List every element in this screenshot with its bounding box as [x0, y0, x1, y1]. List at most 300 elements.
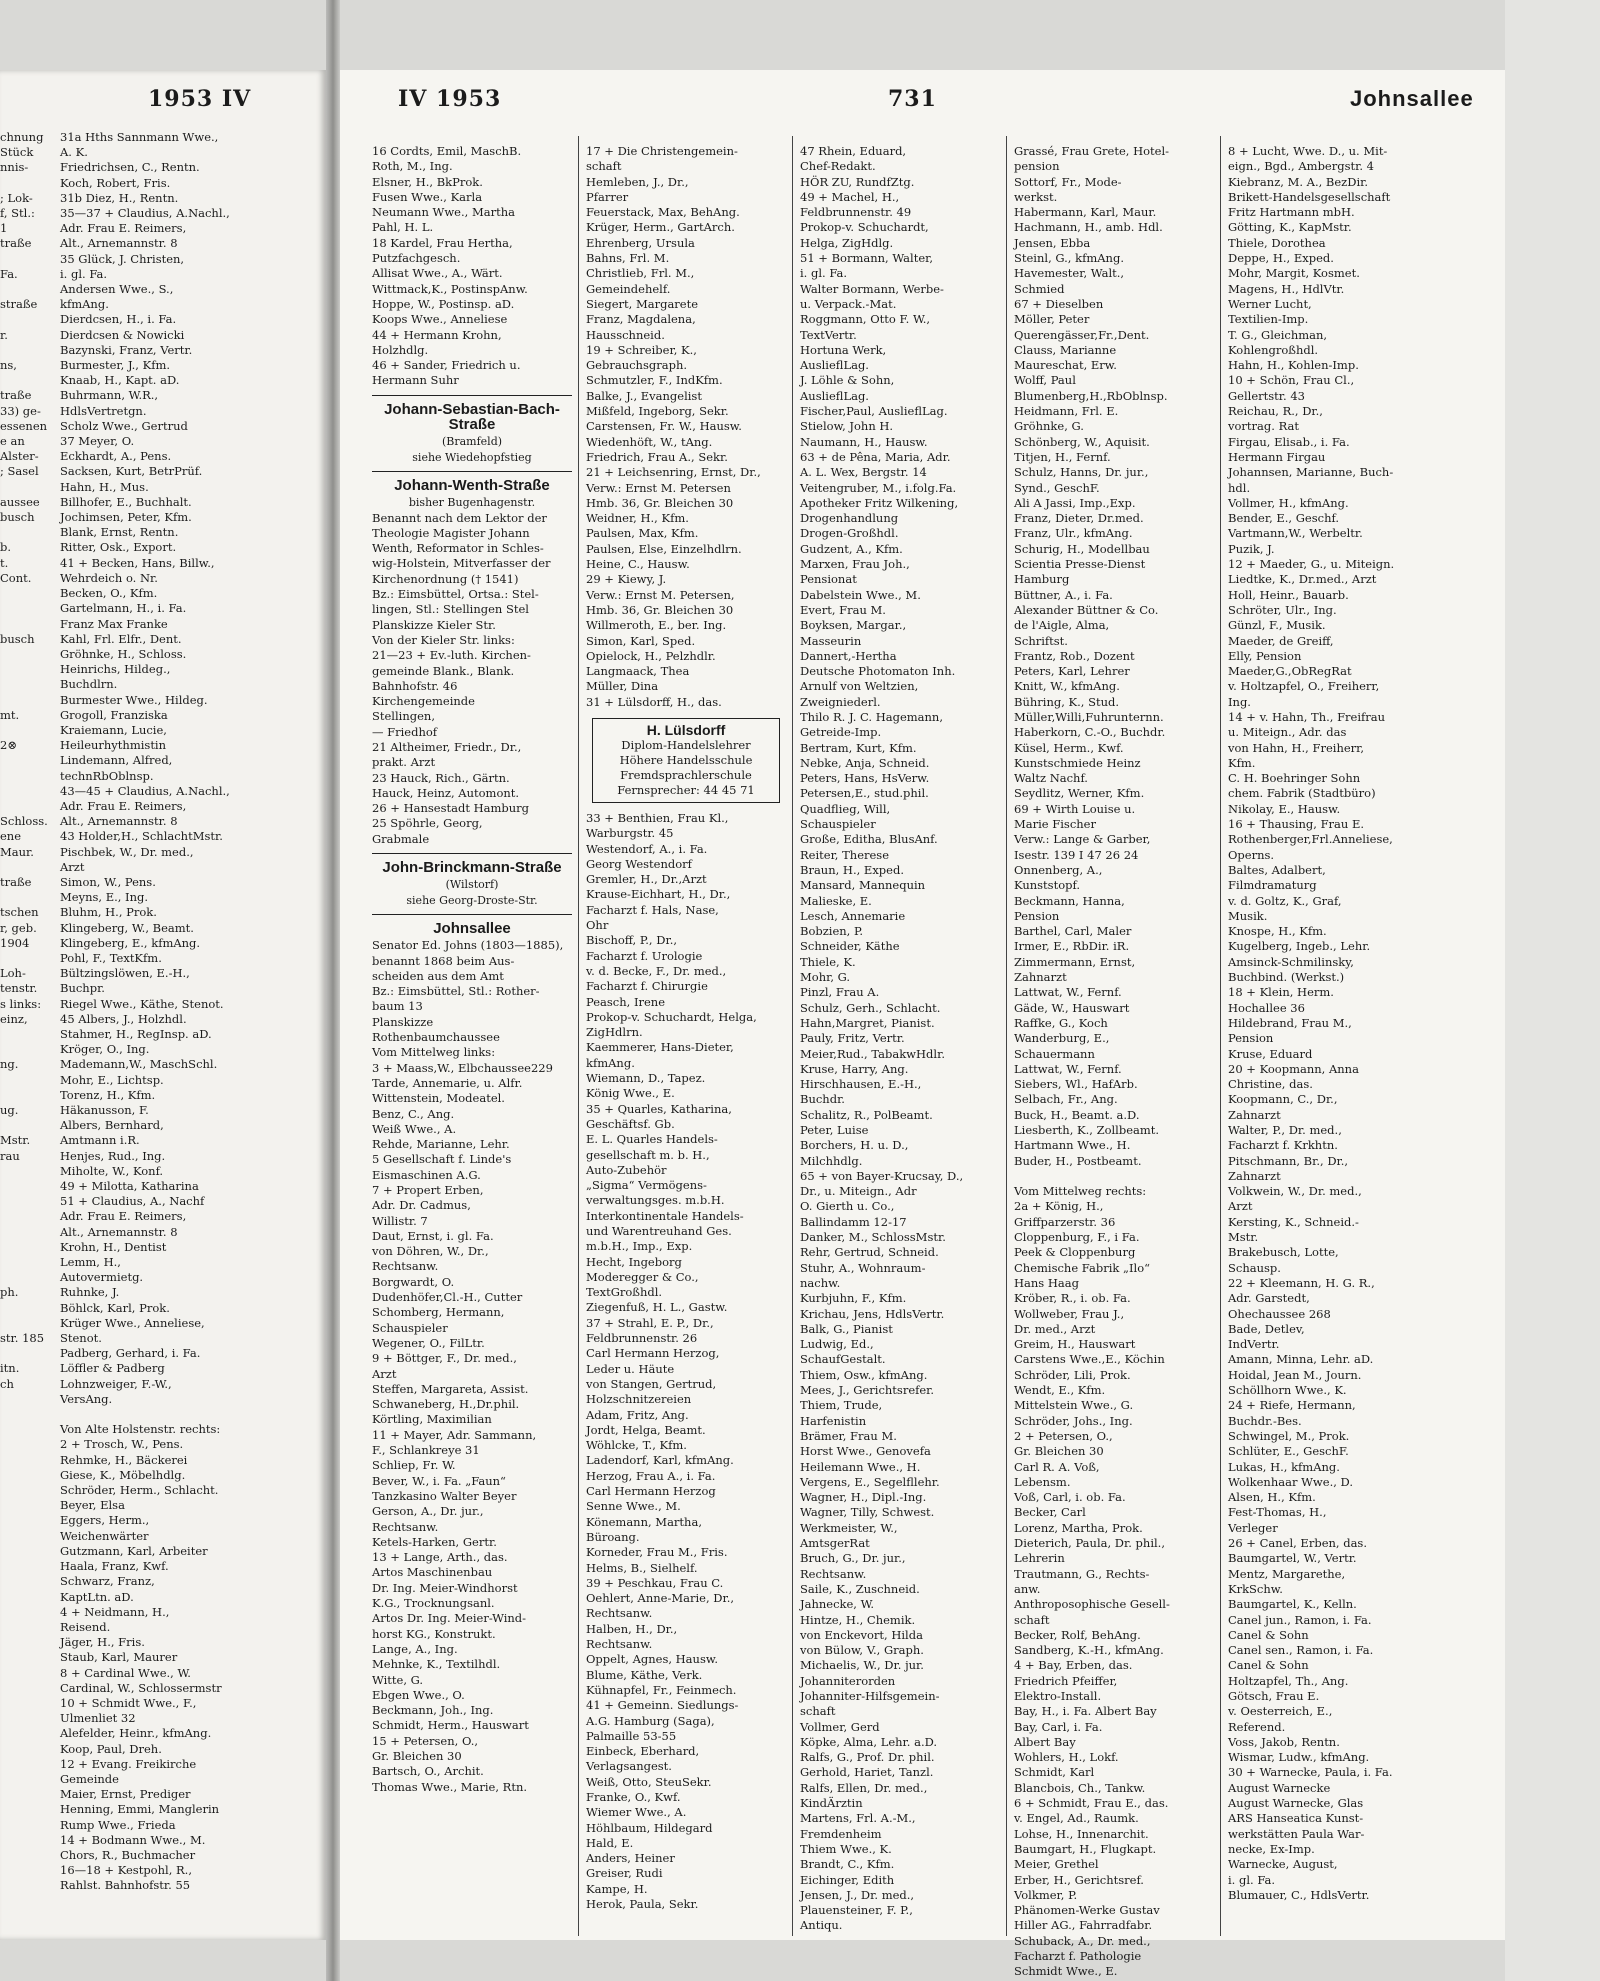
directory-entry: Carstensen, Fr. W., Hausw.: [586, 419, 742, 434]
directory-entry: Krüger, Herm., GartArch.: [586, 220, 735, 235]
directory-entry: Zahnarzt: [1228, 1168, 1281, 1183]
directory-entry: Rothenberger,Frl.Anneliese,: [1228, 832, 1393, 847]
directory-entry: Feldbrunnenstr. 26: [586, 1331, 698, 1346]
directory-entry: 31b Diez, H., Rentn.: [60, 190, 179, 205]
directory-entry: i. gl. Fa.: [1228, 1872, 1276, 1887]
directory-entry: Eggers, Herm.,: [60, 1513, 150, 1528]
directory-entry: Alsen, H., Kfm.: [1228, 1490, 1316, 1505]
margin-fragment: [0, 951, 58, 966]
directory-entry: „Sigma“ Vermögens-: [586, 1178, 707, 1193]
margin-fragment: [0, 890, 58, 905]
directory-entry: gemeinde Blank., Blank.: [372, 663, 515, 678]
directory-entry: Vom Mittelweg rechts:: [1014, 1184, 1147, 1199]
directory-entry: eign., Bgd., Ambergstr. 4: [1228, 159, 1374, 174]
directory-entry: KrkSchw.: [1228, 1581, 1283, 1596]
directory-entry: Schausp.: [1228, 1260, 1281, 1275]
directory-entry: Blumenberg,H.,RbOblnsp.: [1014, 388, 1168, 403]
directory-entry: Mees, J., Gerichtsrefer.: [800, 1383, 935, 1398]
directory-entry: Schomberg, Hermann,: [372, 1305, 505, 1320]
directory-entry: Canel sen., Ramon, i. Fa.: [1228, 1643, 1374, 1658]
directory-entry: i. gl. Fa.: [800, 266, 848, 281]
directory-entry: kfmAng.: [586, 1055, 635, 1070]
margin-fragment: straße: [0, 297, 38, 312]
directory-entry: Arzt: [372, 1366, 397, 1381]
directory-entry: Clauss, Marianne: [1014, 342, 1117, 357]
margin-fragment: Maur.: [0, 844, 34, 859]
directory-entry: Simon, W., Pens.: [60, 874, 156, 889]
directory-entry: Gremler, H., Dr.,Arzt: [586, 872, 707, 887]
directory-entry: Feldbrunnenstr. 49: [800, 205, 912, 220]
directory-entry: Pahl, H. L.: [372, 220, 434, 235]
directory-entry: Synd., GeschF.: [1014, 480, 1100, 495]
directory-entry: Greim, H., Hauswart: [1014, 1337, 1136, 1352]
directory-entry: 21 + Leichsenring, Ernst, Dr.,: [586, 465, 761, 480]
directory-entry: Prokop-v. Schuchardt,: [800, 220, 929, 235]
margin-fragment: [0, 677, 58, 692]
directory-entry: 21 Altheimer, Friedr., Dr.,: [372, 739, 522, 754]
directory-entry: Reiter, Therese: [800, 847, 890, 862]
directory-entry: Bartsch, O., Archit.: [372, 1764, 484, 1779]
ad-title: H. Lülsdorff: [646, 721, 726, 738]
directory-entry: Bobzien, P.: [800, 924, 864, 939]
directory-entry: Buchdr.-Bes.: [1228, 1413, 1302, 1428]
directory-entry: 46 + Sander, Friedrich u.: [372, 358, 521, 373]
directory-entry: SchaufGestalt.: [800, 1352, 886, 1367]
directory-entry: 2 + Petersen, O.,: [1014, 1428, 1113, 1443]
directory-entry: ARS Hanseatica Kunst-: [1228, 1811, 1364, 1826]
directory-entry: werkst.: [1014, 189, 1058, 204]
directory-entry: Rehmke, H., Bäckerei: [60, 1452, 188, 1467]
directory-entry: Heidmann, Frl. E.: [1014, 404, 1119, 419]
directory-entry: m.b.H., Imp., Exp.: [586, 1239, 693, 1254]
directory-entry: Schmidt, Karl: [1014, 1765, 1095, 1780]
directory-entry: v. d. Goltz, K., Graf,: [1228, 893, 1342, 908]
directory-entry: Moderegger & Co.,: [586, 1269, 699, 1284]
margin-fragment: [0, 282, 58, 297]
directory-entry: Brämer, Frau M.: [800, 1428, 897, 1443]
directory-entry: Drogen-Großhdl.: [800, 526, 899, 541]
directory-entry: Pohl, F., TextKfm.: [60, 950, 162, 965]
directory-entry: 65 + von Bayer-Krucsay, D.,: [800, 1168, 964, 1183]
directory-entry: Volkwein, W., Dr. med.,: [1228, 1184, 1362, 1199]
directory-entry: Wanderburg, E.,: [1014, 1031, 1110, 1046]
directory-entry: Quadflieg, Will,: [800, 801, 891, 816]
margin-fragment: [0, 860, 58, 875]
directory-entry: Grassé, Frau Grete, Hotel-: [1014, 144, 1170, 158]
margin-fragment: einz,: [0, 1011, 28, 1026]
directory-entry: Franz, Magdalena,: [586, 312, 696, 327]
directory-entry: Schröder, Lili, Prok.: [1014, 1367, 1131, 1382]
directory-entry: Bühring, K., Stud.: [1014, 694, 1119, 709]
directory-entry: AmtsgerRat: [800, 1536, 870, 1551]
directory-entry: Schmutzler, F., IndKfm.: [586, 373, 723, 388]
directory-entry: Carstens Wwe.,E., Köchin: [1014, 1352, 1165, 1367]
directory-entry: Gröhnke, H., Schloss.: [60, 646, 187, 661]
directory-entry: Carl Hermann Herzog,: [586, 1346, 720, 1361]
directory-entry: Facharzt f. Krkhtn.: [1228, 1138, 1338, 1153]
directory-entry: Hiller AG., Fahrradfabr.: [1014, 1918, 1153, 1933]
directory-entry: K.G., Trocknungsanl.: [372, 1596, 495, 1611]
directory-entry: F., Schlankreye 31: [372, 1443, 480, 1458]
directory-entry: Zahnarzt: [1014, 970, 1067, 985]
directory-entry: Schalitz, R., PolBeamt.: [800, 1107, 933, 1122]
directory-entry: Lebensm.: [1014, 1474, 1071, 1489]
directory-entry: Schulz, Gerh., Schlacht.: [800, 1000, 941, 1015]
directory-entry: Dudenhöfer,Cl.-H., Cutter: [372, 1290, 523, 1305]
directory-entry: Jensen, J., Dr. med.,: [800, 1887, 915, 1902]
column-4: [1014, 144, 1214, 1980]
directory-entry: Johanniter-Hilfsgemein-: [800, 1688, 940, 1703]
directory-entry: Grogoll, Franziska: [60, 707, 168, 722]
directory-entry: Johanniterorden: [800, 1673, 896, 1688]
margin-fragment: r.: [0, 327, 8, 342]
directory-entry: Borchers, H. u. D.,: [800, 1138, 909, 1153]
directory-entry: Alefelder, Heinr., kfmAng.: [60, 1726, 212, 1741]
directory-entry: Ulmenliet 32: [60, 1711, 136, 1726]
directory-entry: Walter, P., Dr. med.,: [1228, 1123, 1342, 1137]
directory-entry: Horst Wwe., Genovefa: [800, 1444, 931, 1459]
margin-fragment: [0, 1194, 58, 1209]
directory-entry: Hmb. 36, Gr. Bleichen 30: [586, 602, 734, 617]
directory-entry: Arzt: [1228, 1199, 1253, 1214]
directory-entry: Mehnke, K., Textilhdl.: [372, 1657, 501, 1672]
directory-entry: Musik.: [1228, 908, 1268, 923]
directory-entry: 43 Holder,H., SchlachtMstr.: [60, 829, 223, 844]
directory-entry: Chemische Fabrik „Ilo“: [1014, 1260, 1151, 1275]
directory-entry: Andersen Wwe., S.,: [60, 282, 174, 297]
directory-entry: Paulsen, Max, Kfm.: [586, 526, 699, 541]
directory-entry: von Stangen, Gertrud,: [586, 1376, 717, 1391]
directory-entry: Barthel, Carl, Maler: [1014, 924, 1132, 939]
margin-fragment: [0, 647, 58, 662]
directory-entry: Willmeroth, E., ber. Ing.: [586, 618, 727, 633]
directory-entry: Benz, C., Ang.: [372, 1106, 455, 1121]
directory-entry: Blank, Ernst, Rentn.: [60, 525, 179, 540]
directory-entry: Griffparzerstr. 36: [1014, 1214, 1116, 1229]
directory-entry: Ralfs, Ellen, Dr. med.,: [800, 1780, 928, 1795]
directory-entry: 30 + Warnecke, Paula, i. Fa.: [1228, 1765, 1393, 1780]
directory-entry: Rechtsanw.: [586, 1637, 653, 1652]
directory-entry: Phänomen-Werke Gustav: [1014, 1903, 1160, 1918]
directory-entry: O. Gierth u. Co.,: [800, 1199, 895, 1214]
directory-entry: Facharzt f. Urologie: [586, 948, 703, 963]
directory-entry: Schriftst.: [1014, 633, 1068, 648]
directory-entry: Gemeindehelf.: [586, 281, 671, 296]
directory-entry: von Enckevort, Hilda: [800, 1627, 923, 1642]
directory-entry: Pension: [1228, 1031, 1274, 1046]
margin-fragment: ; Sasel: [0, 464, 39, 479]
directory-entry: Christine, das.: [1228, 1077, 1313, 1092]
section-title-ja: Johnsallee: [433, 919, 511, 937]
directory-entry: 17 + Die Christengemein-: [586, 144, 738, 158]
directory-entry: Gr. Bleichen 30: [372, 1748, 462, 1763]
directory-entry: Wolff, Paul: [1014, 373, 1076, 388]
directory-entry: Buchdr.: [800, 1092, 845, 1107]
directory-entry: Krichau, Jens, HdlsVertr.: [800, 1306, 945, 1321]
directory-entry: Kröger, O., Ing.: [60, 1042, 150, 1057]
margin-fragment: [0, 1164, 58, 1179]
directory-entry: [60, 1407, 260, 1422]
directory-entry: Rechtsanw.: [586, 1606, 653, 1621]
directory-entry: Referend.: [1228, 1719, 1286, 1734]
directory-entry: Veitengruber, M., i.folg.Fa.: [800, 480, 957, 495]
directory-entry: Adam, Fritz, Ang.: [586, 1407, 689, 1422]
margin-fragment: ph.: [0, 1285, 19, 1300]
directory-entry: Hausschneid.: [586, 327, 665, 342]
directory-entry: 16 Cordts, Emil, MaschB.: [372, 144, 522, 158]
directory-entry: von Hahn, H., Freiherr,: [1228, 740, 1365, 755]
directory-entry: Verw.: Lange & Garber,: [1014, 832, 1151, 847]
directory-entry: Pensionat: [800, 572, 857, 587]
directory-entry: werkstätten Paula War-: [1228, 1826, 1365, 1841]
directory-entry: Saile, K., Zuschneid.: [800, 1581, 920, 1596]
directory-entry: 41 + Gemeinn. Siedlungs-: [586, 1698, 739, 1713]
ad-line: Höhere Handelsschule: [619, 752, 753, 767]
directory-entry: Wiemann, D., Tapez.: [586, 1071, 706, 1086]
directory-entry: Kugelberg, Ingeb., Lehr.: [1228, 939, 1371, 954]
directory-entry: T. G., Gleichman,: [1228, 327, 1328, 342]
directory-entry: Rechtsanw.: [372, 1519, 439, 1534]
directory-entry: Lesch, Annemarie: [800, 908, 906, 923]
directory-entry: Adr. Frau E. Reimers,: [60, 1209, 187, 1224]
section-note-jb: siehe Georg-Droste-Str.: [406, 893, 538, 907]
right-page: [340, 70, 1505, 1979]
directory-entry: IndVertr.: [1228, 1337, 1280, 1352]
directory-entry: Amtmann i.R.: [60, 1133, 140, 1148]
directory-entry: Weiß Wwe., A.: [372, 1121, 457, 1136]
directory-entry: Nebke, Anja, Schneid.: [800, 755, 930, 770]
directory-entry: von Bülow, V., Graph.: [800, 1643, 924, 1658]
directory-entry: Von Alte Holstenstr. rechts:: [60, 1422, 221, 1437]
directory-entry: Peek & Cloppenburg: [1014, 1245, 1136, 1260]
directory-entry: Peters, Karl, Lehrer: [1014, 664, 1130, 679]
directory-entry: AuslieflLag.: [800, 358, 869, 373]
directory-entry: 18 + Klein, Herm.: [1228, 985, 1334, 1000]
directory-entry: gesellschaft m. b. H.,: [586, 1147, 710, 1162]
directory-entry: Schwaneberg, H.,Dr.phil.: [372, 1397, 520, 1412]
directory-entry: Canel & Sohn: [1228, 1627, 1309, 1642]
directory-entry: Palmaille 53-55: [586, 1728, 677, 1743]
directory-entry: Maureschat, Erw.: [1014, 358, 1117, 373]
directory-entry: 26 + Hansestadt Hamburg: [372, 801, 530, 816]
directory-entry: v. d. Becke, F., Dr. med.,: [586, 963, 727, 978]
directory-entry: Löffler & Padberg: [60, 1361, 165, 1376]
directory-entry: 18 Kardel, Frau Hertha,: [372, 235, 513, 250]
section-rule: [372, 395, 572, 396]
directory-entry: Maeder, de Greiff,: [1228, 633, 1334, 648]
margin-fragment: [0, 373, 58, 388]
directory-entry: Dannert,-Hertha: [800, 648, 897, 663]
directory-entry: Planskizze: [372, 1014, 434, 1029]
directory-entry: Hermann Firgau: [1228, 449, 1326, 464]
directory-entry: Schmied: [1014, 281, 1065, 296]
directory-entry: Schurig, H., Modellbau: [1014, 541, 1150, 556]
directory-entry: und Warentreuhand Ges.: [586, 1224, 732, 1238]
margin-fragment: Loh-: [0, 966, 26, 981]
directory-entry: Rechtsanw.: [372, 1259, 439, 1274]
directory-entry: Torenz, H., Kfm.: [60, 1087, 156, 1102]
directory-entry: 26 + Canel, Erben, das.: [1228, 1536, 1367, 1551]
section-title-jsb: Johann-Sebastian-Bach-Straße: [384, 400, 560, 434]
directory-entry: Zimmermann, Ernst,: [1014, 954, 1136, 969]
margin-fragment: [0, 662, 58, 677]
margin-fragment: traße: [0, 874, 32, 889]
margin-fragment: [0, 343, 58, 358]
directory-entry: 49 + Milotta, Katharina: [60, 1179, 199, 1194]
directory-entry: Verw.: Ernst M. Petersen,: [586, 587, 735, 602]
margin-fragment: busch: [0, 510, 35, 525]
directory-entry: Bade, Detlev,: [1228, 1321, 1305, 1336]
margin-fragment: [0, 312, 58, 327]
directory-entry: 16 + Thausing, Frau E.: [1228, 817, 1365, 832]
directory-entry: Schuback, A., Dr. med.,: [1014, 1933, 1151, 1948]
directory-entry: Malieske, E.: [800, 893, 872, 908]
directory-entry: Miholte, W., Konf.: [60, 1163, 164, 1178]
directory-entry: Bazynski, Franz, Vertr.: [60, 342, 193, 357]
directory-entry: Voss, Jakob, Rentn.: [1228, 1734, 1340, 1749]
directory-entry: Maeder,G.,ObRegRat: [1228, 664, 1352, 679]
directory-entry: Thiem, Trude,: [800, 1398, 883, 1413]
directory-entry: Schwarz, Franz,: [60, 1574, 155, 1589]
directory-entry: Petersen,E., stud.phil.: [800, 786, 929, 801]
directory-entry: Koopmann, C., Dr.,: [1228, 1092, 1338, 1107]
directory-entry: Kunstschmiede Heinz: [1014, 755, 1141, 770]
column-divider: [1220, 136, 1221, 1936]
directory-entry: Daut, Ernst, i. gl. Fa.: [372, 1228, 494, 1243]
directory-entry: Gellertstr. 43: [1228, 388, 1305, 403]
directory-entry: Nikolay, E., Hausw.: [1228, 801, 1341, 816]
directory-entry: Adr. Dr. Cadmus,: [372, 1198, 471, 1213]
directory-entry: Hald, E.: [586, 1835, 634, 1850]
directory-entry: Allisat Wwe., A., Wärt.: [372, 266, 503, 281]
directory-entry: Wiedenhöft, W., tAng.: [586, 434, 713, 449]
directory-entry: Henning, Emmi, Manglerin: [60, 1802, 220, 1817]
directory-entry: Canel & Sohn: [1228, 1658, 1309, 1673]
directory-entry: Friedrich, Frau A., Sekr.: [586, 449, 728, 464]
directory-entry: Götsch, Frau E.: [1228, 1688, 1320, 1703]
directory-entry: Roth, M., Ing.: [372, 159, 453, 174]
directory-entry: Chef-Redakt.: [800, 159, 876, 174]
directory-entry: Ohechaussee 268: [1228, 1306, 1331, 1321]
directory-entry: Büroang.: [586, 1529, 640, 1544]
directory-entry: Kampe, H.: [586, 1881, 648, 1896]
directory-entry: HÖR ZU, RundfZtg.: [800, 174, 915, 189]
directory-entry: Pischbek, W., Dr. med.,: [60, 844, 194, 859]
left-page: [0, 70, 326, 1940]
directory-entry: Henjes, Rud., Ing.: [60, 1148, 166, 1163]
directory-entry: 14 + Bodmann Wwe., M.: [60, 1832, 206, 1847]
directory-entry: Kirchenordnung († 1541): [372, 571, 519, 586]
directory-entry: 37 Meyer, O.: [60, 434, 135, 449]
margin-fragment: [0, 1225, 58, 1240]
directory-entry: 31a Hths Sannmann Wwe.,: [60, 130, 219, 144]
directory-entry: Pension: [1014, 908, 1060, 923]
directory-entry: 69 + Wirth Louise u.: [1014, 801, 1136, 816]
directory-entry: Titjen, H., Fernf.: [1014, 449, 1111, 464]
directory-entry: Ali A Jassi, Imp.,Exp.: [1014, 495, 1136, 510]
directory-entry: Helga, ZigHdlg.: [800, 235, 894, 250]
directory-entry: 6 + Schmidt, Frau E., das.: [1014, 1796, 1169, 1811]
margin-fragment: [0, 753, 58, 768]
directory-entry: Meier, Grethel: [1014, 1857, 1099, 1872]
directory-entry: Getreide-Imp.: [800, 725, 882, 740]
directory-entry: Baumgart, H., Flugkapt.: [1014, 1841, 1157, 1856]
margin-fragment: [0, 252, 58, 267]
directory-entry: Ladendorf, Karl, kfmAng.: [586, 1453, 734, 1468]
directory-entry: Arzt: [60, 859, 85, 874]
directory-entry: Carl Hermann Herzog: [586, 1484, 716, 1499]
directory-entry: Lemm, H.,: [60, 1255, 121, 1270]
directory-entry: Billhofer, E., Buchhalt.: [60, 494, 192, 509]
column-1: [372, 144, 572, 1795]
directory-entry: Verw.: Ernst M. Petersen: [586, 480, 731, 495]
directory-entry: v. Holtzapfel, O., Freiherr,: [1228, 679, 1380, 694]
directory-entry: Hildebrand, Frau M.,: [1228, 1015, 1352, 1030]
directory-entry: Kfm.: [1228, 755, 1256, 770]
directory-entry: Elektro-Install.: [1014, 1688, 1102, 1703]
directory-entry: Rahlst. Bahnhofstr. 55: [60, 1878, 191, 1893]
directory-entry: 5 Gesellschaft f. Linde's: [372, 1152, 512, 1167]
margin-fragment: traße: [0, 388, 32, 403]
directory-entry: Jochimsen, Peter, Kfm.: [60, 510, 192, 525]
section-title-jw: Johann-Wenth-Straße: [394, 476, 550, 494]
margin-fragment: [0, 480, 58, 495]
section-note-jsb: siehe Wiedehopfstieg: [412, 450, 532, 464]
directory-entry: 12 + Maeder, G., u. Miteign.: [1228, 557, 1395, 572]
margin-fragment: [0, 1316, 58, 1331]
directory-entry: Hamburg: [1014, 572, 1070, 587]
directory-entry: Gerson, A., Dr. jur.,: [372, 1504, 484, 1519]
directory-entry: Mentz, Margarethe,: [1228, 1566, 1346, 1581]
directory-entry: Greiser, Rudi: [586, 1866, 663, 1881]
directory-entry: Franz, Ulr., kfmAng.: [1014, 526, 1133, 541]
directory-entry: Schauspieler: [800, 817, 876, 832]
directory-entry: Meier,Rud., TabakwHdlr.: [800, 1046, 945, 1061]
directory-entry: König Wwe., E.: [586, 1086, 675, 1101]
directory-entry: Elsner, H., BkProk.: [372, 174, 483, 189]
directory-entry: Deppe, H., Exped.: [1228, 251, 1334, 266]
directory-entry: 9 + Böttger, F., Dr. med.,: [372, 1351, 517, 1366]
column-divider: [792, 136, 793, 1936]
directory-entry: Von der Kieler Str. links:: [372, 632, 515, 647]
directory-entry: Schmidt Wwe., E.: [1014, 1964, 1118, 1979]
directory-entry: Holzhdlg.: [372, 342, 429, 357]
margin-fragment: 1904: [0, 935, 30, 950]
directory-entry: Müller,Willi,Fuhrunternn.: [1014, 709, 1164, 724]
directory-entry: KindÄrztin: [800, 1796, 863, 1811]
directory-entry: Jordt, Helga, Beamt.: [586, 1422, 706, 1437]
directory-entry: Friedrichsen, C., Rentn.: [60, 160, 200, 175]
directory-entry: Rothenbaumchaussee: [372, 1030, 500, 1045]
directory-entry: Bever, W., i. Fa. „Faun“: [372, 1473, 506, 1488]
directory-entry: Paulsen, Else, Einzelhdlrn.: [586, 541, 742, 556]
directory-entry: Dieterich, Paula, Dr. phil.,: [1014, 1536, 1165, 1551]
directory-entry: Artos Dr. Ing. Meier-Wind-: [372, 1611, 527, 1626]
directory-entry: Deutsche Photomaton Inh.: [800, 664, 956, 679]
directory-entry: Weiß, Otto, SteuSekr.: [586, 1774, 712, 1789]
directory-entry: Borgwardt, O.: [372, 1274, 455, 1289]
directory-entry: Mohr, Margit, Kosmet.: [1228, 266, 1360, 281]
directory-entry: Georg Westendorf: [586, 856, 692, 871]
directory-entry: 11 + Mayer, Adr. Sammann,: [372, 1427, 537, 1442]
directory-entry: Bay, H., i. Fa. Albert Bay: [1014, 1704, 1157, 1719]
directory-entry: Lattwat, W., Fernf.: [1014, 985, 1122, 1000]
directory-entry: Harfenistin: [800, 1413, 867, 1428]
directory-entry: scheiden aus dem Amt: [372, 968, 504, 983]
directory-entry: Mohr, G.: [800, 970, 851, 985]
section-sub-jsb: (Bramfeld): [441, 435, 503, 449]
directory-entry: 4 + Neidmann, H.,: [60, 1604, 170, 1619]
